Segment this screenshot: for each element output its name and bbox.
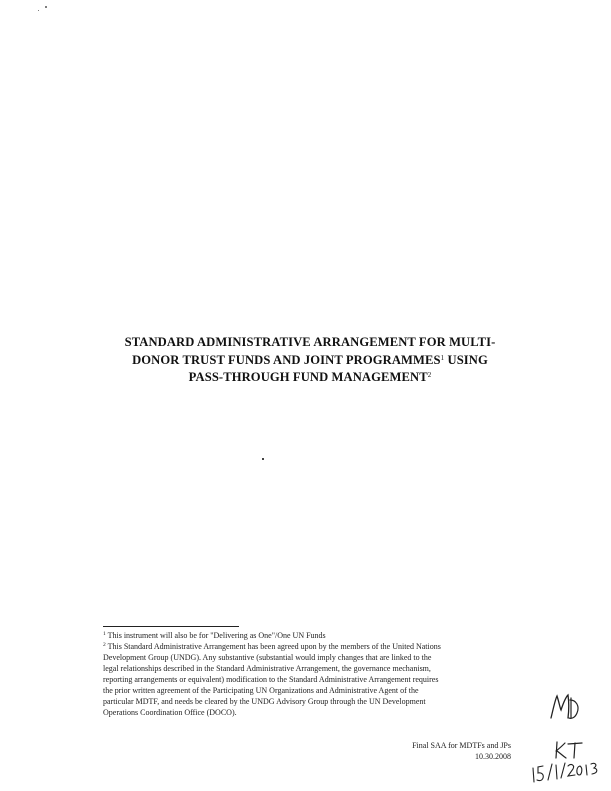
title-line-2-after: USING	[444, 352, 488, 367]
handwritten-date-drawing	[530, 760, 602, 786]
handwritten-initials-kt	[552, 738, 592, 762]
footnote-ref-2: 2	[427, 371, 432, 379]
footnote-1-text: This instrument will also be for "Delivering as One"/One UN Funds	[107, 631, 326, 640]
document-title	[60, 334, 560, 387]
handwritten-date	[530, 760, 602, 786]
footnote-2-line: particular MDTF, and needs be cleared by the UNDG Advisory Group through the UN Development	[103, 697, 426, 706]
title-line-1	[60, 334, 560, 352]
document-footer	[412, 740, 511, 762]
footnote-separator	[103, 626, 239, 627]
footer-date: 10.30.2008	[475, 752, 511, 761]
footnote-1	[103, 630, 523, 641]
scan-speck	[45, 6, 47, 8]
footnote-2-line: Development Group (UNDG). Any substantive (substantial would imply changes that are linked to the	[103, 653, 432, 662]
scan-speck	[38, 10, 39, 11]
footnote-1-marker: 1	[103, 631, 106, 637]
footnote-2-line: the prior written agreement of the Participating UN Organizations and Administrative Agent of the	[103, 686, 419, 695]
footnotes	[103, 630, 523, 718]
footnote-2-line: legal relationships described in the Standard Administrative Arrangement, the governance mechanism,	[103, 664, 431, 673]
footnote-2-line: This Standard Administrative Arrangement has been agreed upon by the members of the United Nations	[107, 642, 441, 651]
footnote-ref-1: 1	[440, 353, 445, 362]
footnote-2-marker: 2	[103, 642, 106, 648]
title-line-3-text: PASS-THROUGH FUND MANAGEMENT	[188, 370, 428, 384]
title-line-2	[60, 352, 560, 370]
footnote-2-line: Operations Coordination Office (DOCO).	[103, 708, 237, 717]
footer-version-label: Final SAA for MDTFs and JPs	[412, 741, 511, 750]
initials-kt-drawing	[552, 738, 592, 762]
title-line-2-text: DONOR TRUST FUNDS AND JOINT PROGRAMMES	[132, 352, 441, 367]
footnote-2	[103, 641, 523, 718]
initials-md-drawing	[545, 688, 585, 728]
footnote-2-line: reporting arrangements or equivalent) modification to the Standard Administrative Arrangement requires	[103, 675, 439, 684]
scan-mark	[262, 458, 264, 460]
handwritten-initials-md	[545, 688, 585, 728]
title-line-3	[60, 369, 560, 387]
title-line-1-text: STANDARD ADMINISTRATIVE ARRANGEMENT FOR MULTI-	[124, 335, 496, 349]
